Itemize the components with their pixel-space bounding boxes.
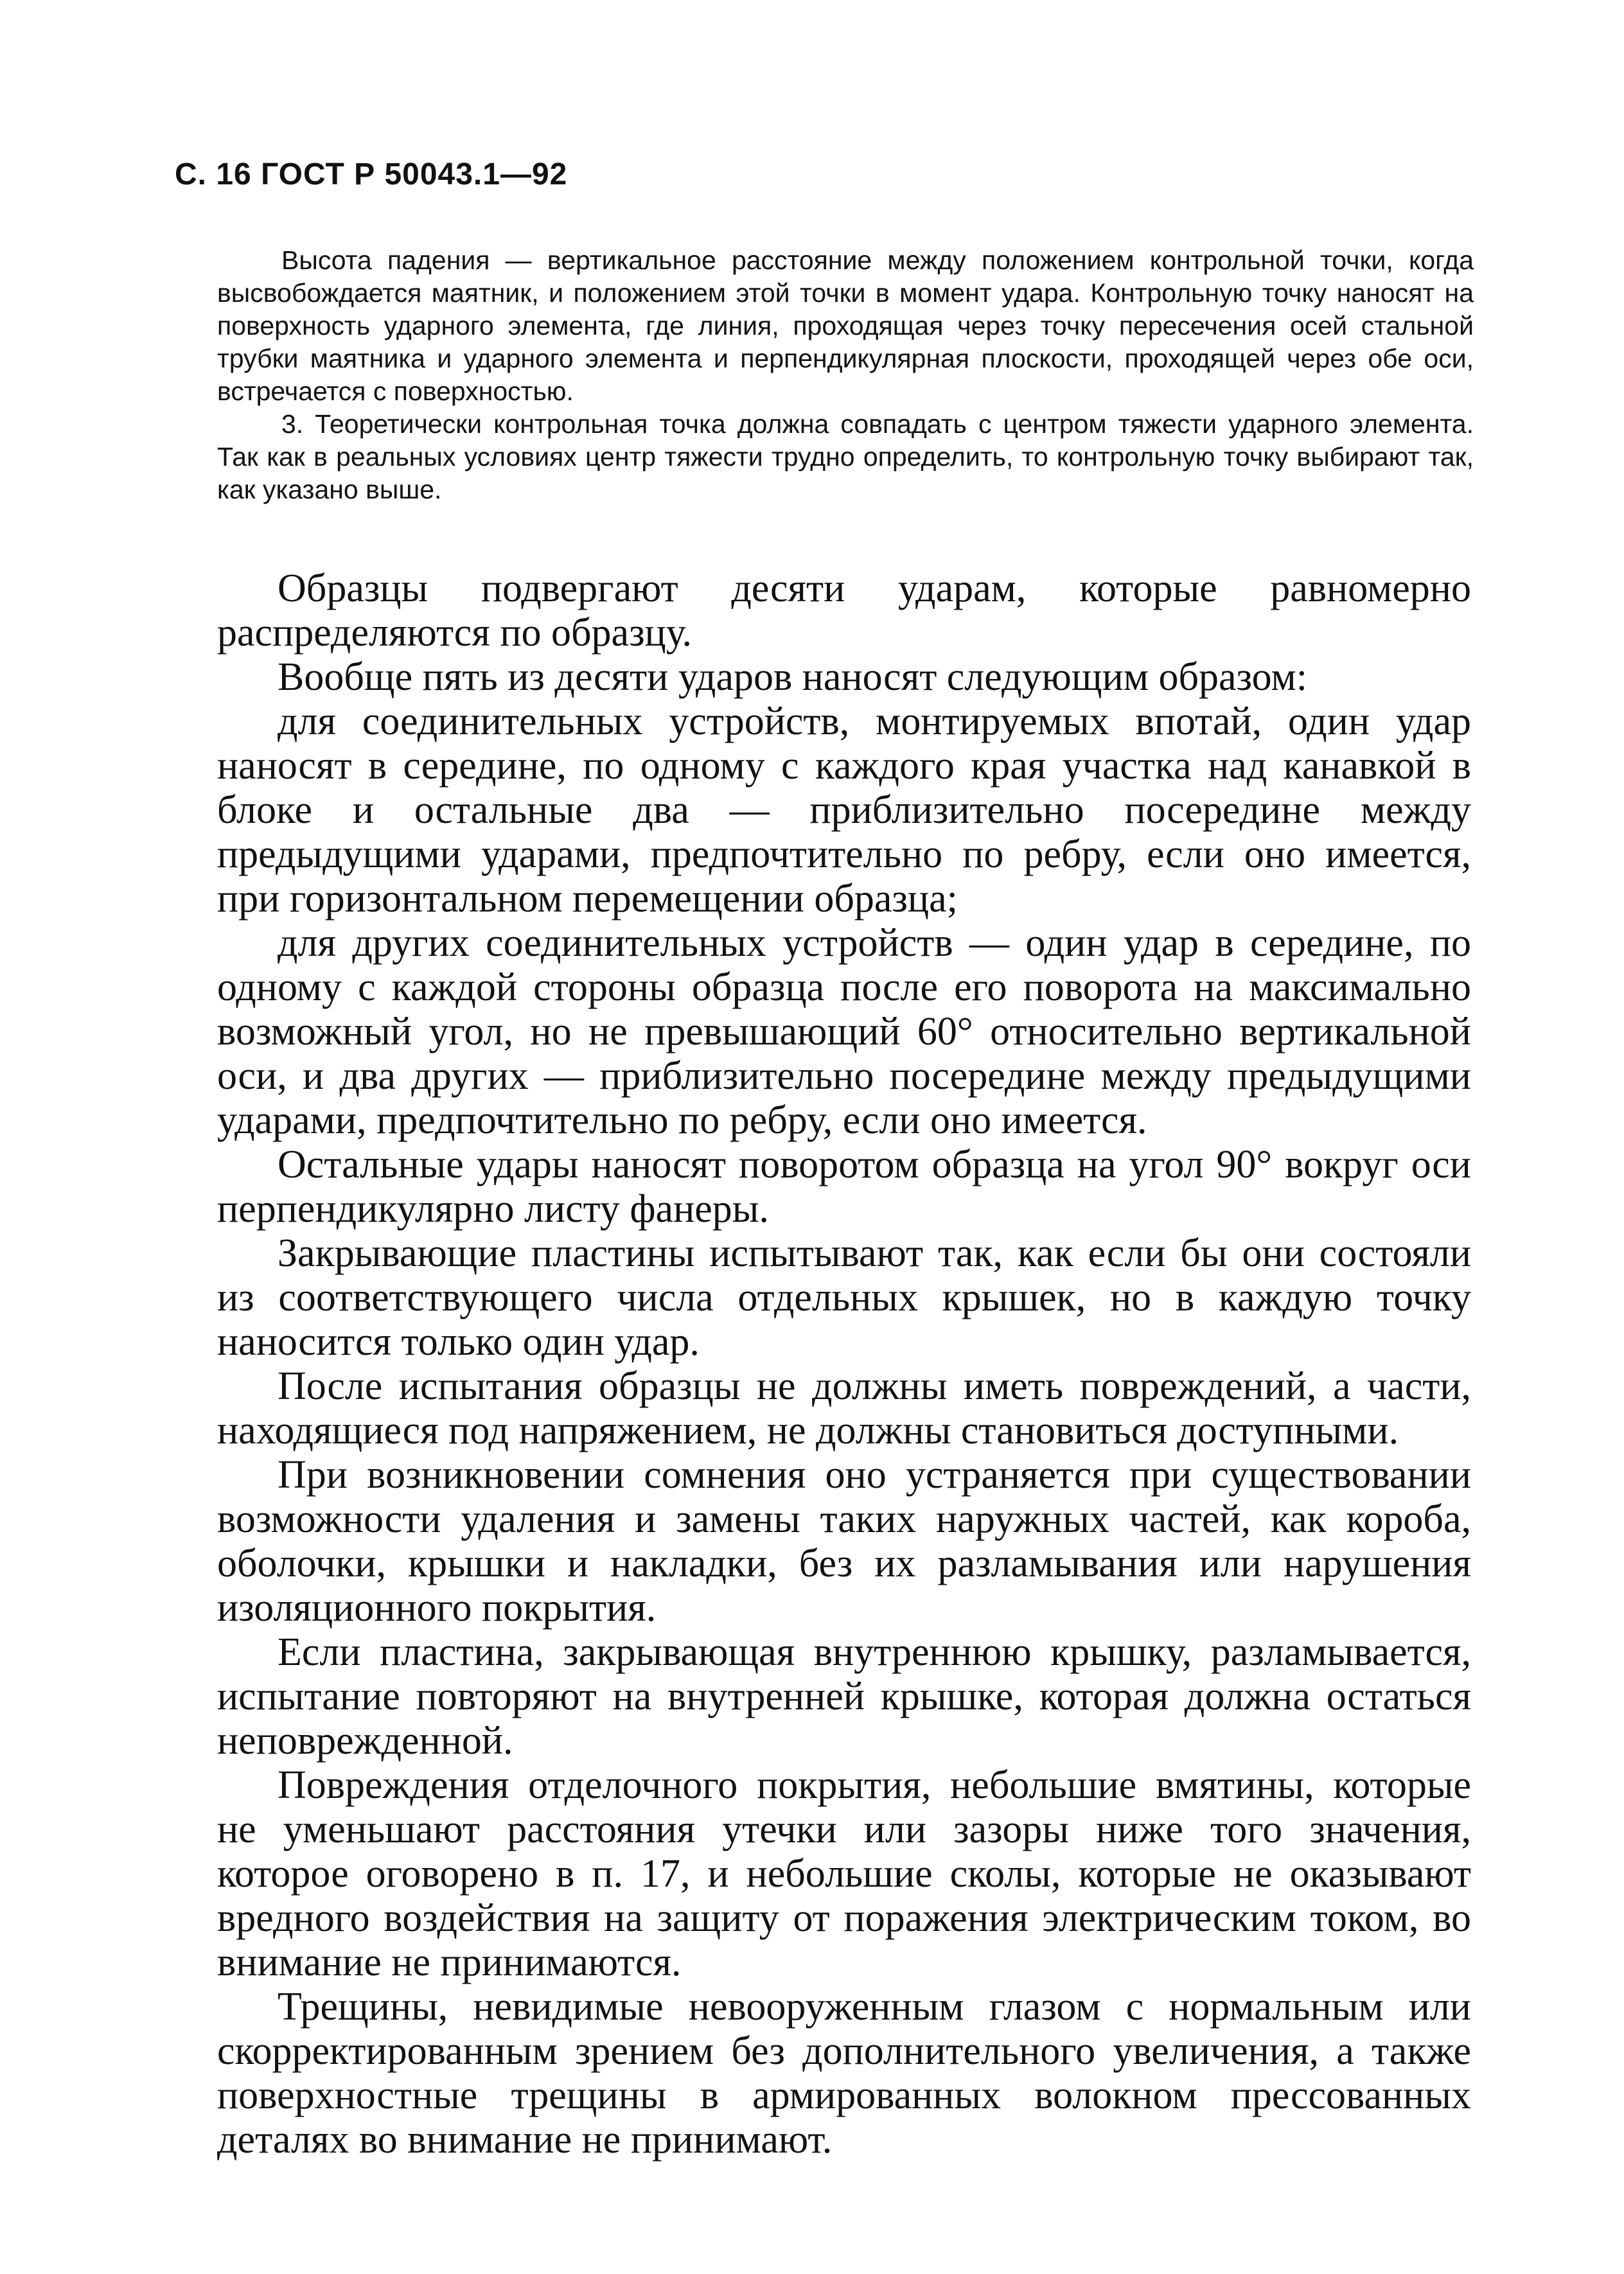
note-item-3: 3. Теоретически контрольная точка должна совпадать с центром тяжести ударного элемента. Так как в реальных условиях центр тяжести трудно определить, то контрольную точку выбирают так, как указано выше. bbox=[217, 409, 1474, 504]
note-paragraph: Высота падения — вертикальное расстояние между положением контрольной точки, когда высвобождается маятник, и положением этой точки в момент удара. Контрольную точку наносят на поверхность ударного элемента, где линия, проходящая через точку пересечения осей стальной трубки маятника и ударного элемента и перпендикулярная плоскости, проходящей через обе оси, встречается с поверхностью. bbox=[217, 245, 1474, 406]
body-paragraph: Вообще пять из десяти ударов наносят следующим образом: bbox=[278, 655, 1307, 699]
body-paragraph: При возникновении сомнения оно устраняется при существовании возможности удаления и замены таких наружных частей, как короба, оболочки, крышки и накладки, без их разламывания или нарушения изоляционного покрытия. bbox=[217, 1453, 1471, 1630]
running-header: С. 16 ГОСТ Р 50043.1—92 bbox=[175, 157, 568, 191]
main-text bbox=[217, 567, 1471, 2162]
note-block bbox=[217, 244, 1474, 506]
body-paragraph: Закрывающие пластины испытывают так, как если бы они состояли из соответствующего числа отдельных крышек, но в каждую точку наносится только один удар. bbox=[217, 1231, 1471, 1364]
body-paragraph: Образцы подвергают десяти ударам, которые равномерно распределяются по образцу. bbox=[217, 567, 1471, 655]
body-paragraph: для других соединительных устройств — один удар в середине, по одному с каждой стороны образца после его поворота на максимально возможный угол, но не превышающий 60° относительно вертикальной оси, и два других — приблизительно посередине между предыдущими ударами, предпочтительно по ребру, если оно имеется. bbox=[217, 921, 1471, 1142]
body-paragraph: Трещины, невидимые невооруженным глазом с нормальным или скорректированным зрением без дополнительного увеличения, а также поверхностные трещины в армированных волокном прессованных деталях во внимание не принимают. bbox=[217, 1985, 1471, 2162]
body-paragraph: Если пластина, закрывающая внутреннюю крышку, разламывается, испытание повторяют на внутренней крышке, которая должна остаться неповрежденной. bbox=[217, 1630, 1471, 1763]
body-paragraph: Повреждения отделочного покрытия, небольшие вмятины, которые не уменьшают расстояния утечки или зазоры ниже того значения, которое оговорено в п. 17, и небольшие сколы, которые не оказывают вредного воздействия на защиту от поражения электрическим током, во внимание не принимаются. bbox=[217, 1763, 1471, 1984]
body-paragraph: Остальные удары наносят поворотом образца на угол 90° вокруг оси перпендикулярно листу фанеры. bbox=[217, 1143, 1471, 1231]
body-paragraph: для соединительных устройств, монтируемых впотай, один удар наносят в середине, по одному с каждого края участка над канавкой в блоке и остальные два — приблизительно посередине между предыдущими ударами, предпочтительно по ребру, если оно имеется, при горизонтальном перемещении образца; bbox=[217, 700, 1471, 921]
body-paragraph: После испытания образцы не должны иметь повреждений, а части, находящиеся под напряжением, не должны становиться доступными. bbox=[217, 1364, 1471, 1452]
